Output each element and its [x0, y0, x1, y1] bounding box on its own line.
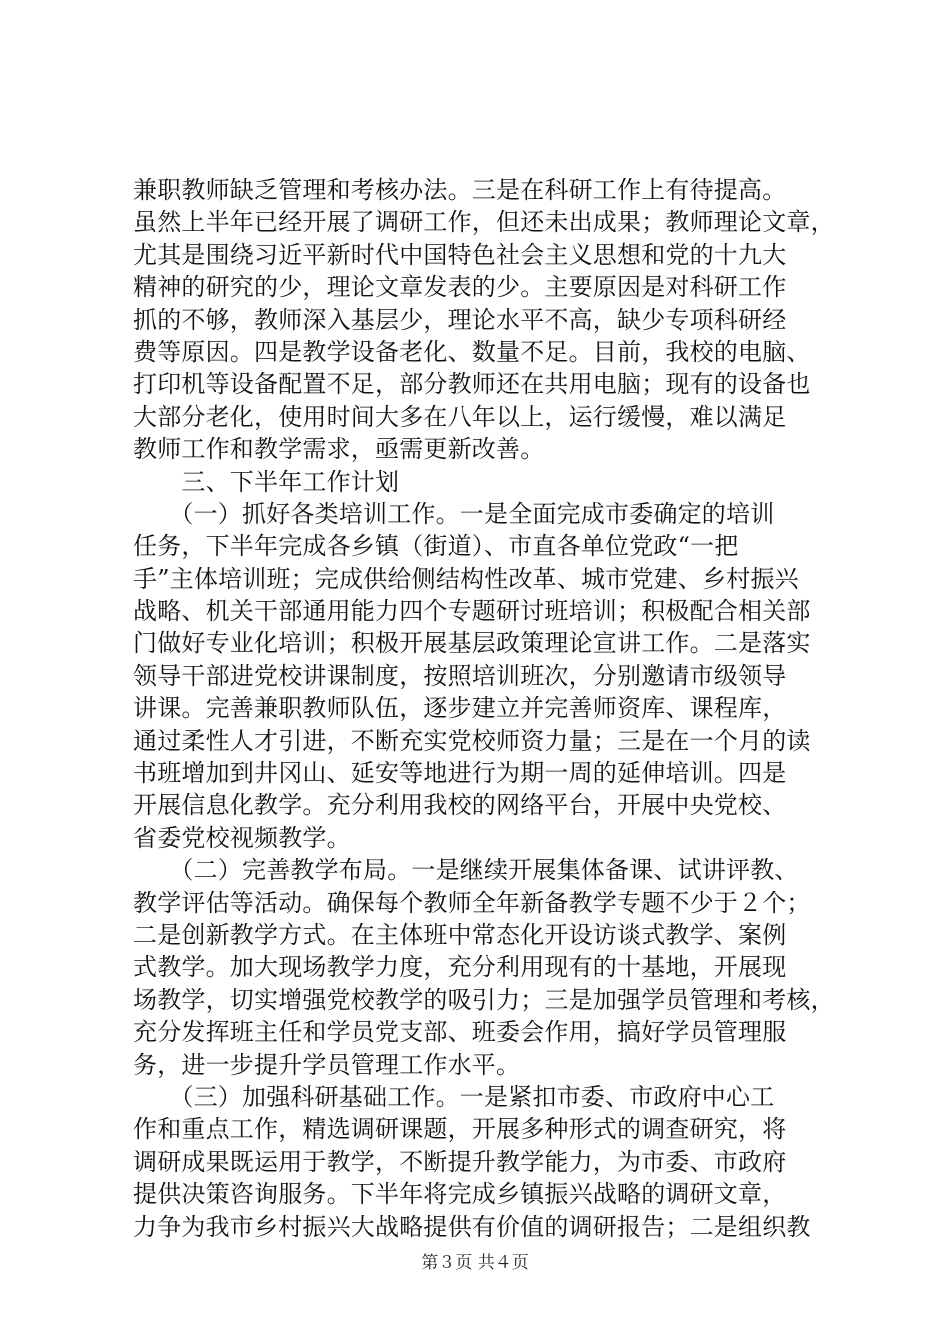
body-text [133, 174, 833, 1243]
text-line: 战略、机关干部通用能力四个专题研讨班培训；积极配合相关部 [133, 597, 811, 626]
text-line: 手”主体培训班；完成供给侧结构性改革、城市党建、乡村振兴 [133, 564, 799, 593]
text-line: 精神的研究的少，理论文章发表的少。主要原因是对科研工作 [133, 273, 787, 302]
text-line: 教学评估等活动。确保每个教师全年新备教学专题不少于２个； [133, 888, 811, 917]
text-line: 场教学，切实增强党校教学的吸引力；三是加强学员管理和考核， [133, 985, 835, 1014]
text-line: 尤其是围绕习近平新时代中国特色社会主义思想和党的十九大 [133, 240, 787, 269]
text-line: 通过柔性人才引进，不断充实党校师资力量；三是在一个月的读 [133, 726, 811, 755]
text-line: 省委党校视频教学。 [133, 823, 351, 852]
text-line: （一）抓好各类培训工作。一是全面完成市委确定的培训 [133, 499, 775, 528]
text-line: 力争为我市乡村振兴大战略提供有价值的调研报告；二是组织教 [133, 1212, 811, 1241]
text-line: 费等原因。四是教学设备老化、数量不足。目前，我校的电脑、 [133, 337, 811, 366]
text-line: 领导干部进党校讲课制度，按照培训班次，分别邀请市级领导 [133, 661, 787, 690]
text-line: 讲课。完善兼职教师队伍，逐步建立并完善师资库、课程库， [133, 694, 787, 723]
text-line: 抓的不够，教师深入基层少，理论水平不高，缺少专项科研经 [133, 305, 787, 334]
text-line: 务，进一步提升学员管理工作水平。 [133, 1050, 521, 1079]
text-line: 书班增加到井冈山、延安等地进行为期一周的延伸培训。四是 [133, 759, 787, 788]
section-heading: 三、下半年工作计划 [133, 467, 400, 496]
text-line: 打印机等设备配置不足，部分教师还在共用电脑；现有的设备也 [133, 370, 811, 399]
text-line: 教师工作和教学需求，亟需更新改善。 [133, 435, 545, 464]
page-footer: 第３页 共４页 [421, 1253, 529, 1273]
text-line: 任务，下半年完成各乡镇（街道）、市直各单位党政“一把 [133, 532, 739, 561]
text-line: 兼职教师缺乏管理和考核办法。三是在科研工作上有待提高。 [133, 176, 787, 204]
text-line: 开展信息化教学。充分利用我校的网络平台，开展中央党校、 [133, 791, 787, 820]
text-line: （二）完善教学布局。一是继续开展集体备课、试讲评教、 [133, 856, 799, 885]
text-line: 二是创新教学方式。在主体班中常态化开设访谈式教学、案例 [133, 920, 787, 949]
text-line: 调研成果既运用于教学，不断提升教学能力，为市委、市政府 [133, 1147, 787, 1176]
text-line: 门做好专业化培训；积极开展基层政策理论宣讲工作。二是落实 [133, 629, 811, 658]
text-line: 虽然上半年已经开展了调研工作，但还未出成果；教师理论文章， [133, 208, 835, 237]
text-line: 作和重点工作，精选调研课题，开展多种形式的调查研究，将 [133, 1115, 787, 1144]
text-line: 充分发挥班主任和学员党支部、班委会作用，搞好学员管理服 [133, 1018, 787, 1047]
text-line: 式教学。加大现场教学力度，充分利用现有的十基地，开展现 [133, 953, 787, 982]
text-line: 提供决策咨询服务。下半年将完成乡镇振兴战略的调研文章， [133, 1180, 787, 1209]
text-line: （三）加强科研基础工作。一是紧扣市委、市政府中心工 [133, 1082, 775, 1111]
text-line: 大部分老化，使用时间大多在八年以上，运行缓慢，难以满足 [133, 402, 787, 431]
